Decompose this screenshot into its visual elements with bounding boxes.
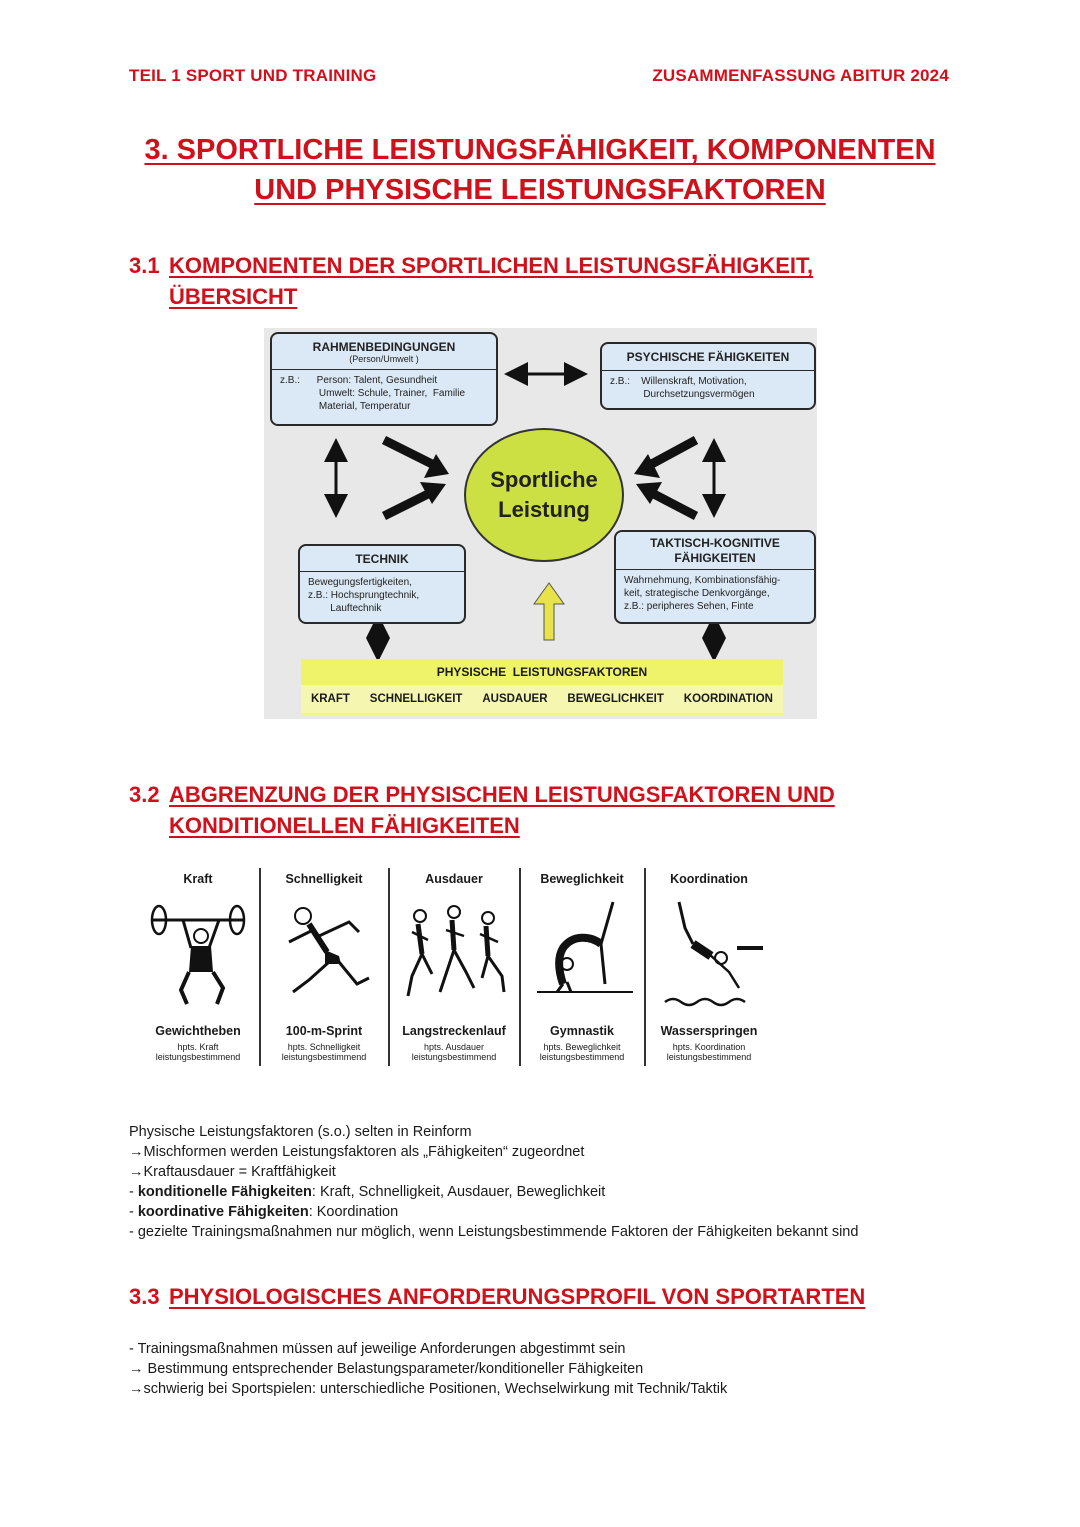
page-title-line1: 3. SPORTLICHE LEISTUNGSFÄHIGKEIT, KOMPONENTEN: [144, 134, 936, 166]
box-line: Bewegungsfertigkeiten,: [308, 577, 412, 588]
runners-icon: [394, 892, 514, 1012]
panel-desc: [138, 1042, 258, 1062]
panel-name: Wasserspringen: [660, 1024, 758, 1038]
diver-icon: [649, 892, 769, 1012]
section-title-line2: ÜBERSICHT: [169, 284, 298, 309]
box-technik: [298, 544, 466, 624]
physisch-item: SCHNELLIGKEIT: [369, 693, 463, 705]
box-title-line1: TAKTISCH-KOGNITIVE: [650, 536, 780, 550]
definition: : Koordination: [308, 1204, 399, 1220]
panel-name: Gewichtheben: [155, 1024, 241, 1038]
box-line: Wahrnehmung, Kombinationsfähig-: [624, 575, 781, 586]
panel-header: Koordination: [670, 872, 748, 886]
box-title: RAHMENBEDINGUNGEN: [312, 340, 456, 354]
box-line: z.B.: Hochsprungtechnik,: [308, 590, 420, 601]
physisch-items: [301, 685, 783, 713]
bullet: -: [129, 1184, 138, 1200]
section-number: 3.1: [129, 253, 160, 278]
text-line: → Bestimmung entsprechender Belastungsparameter/konditioneller Fähigkeiten: [129, 1361, 644, 1377]
gymnast-icon: [527, 892, 637, 1012]
panel-desc-line1: hpts. Kraft: [177, 1042, 219, 1052]
text-line-koordinativ: [129, 1202, 858, 1222]
section-3-2-text: [129, 1122, 858, 1242]
panel-header: Beweglichkeit: [540, 872, 624, 886]
text-line: →schwierig bei Sportspielen: unterschiedliche Positionen, Wechselwirkung mit Technik/Taktik: [129, 1381, 728, 1397]
center-line1: Sportliche: [490, 467, 598, 492]
box-psychische-faehigkeiten: [600, 342, 816, 410]
center-circle: [464, 428, 624, 562]
box-line: Durchsetzungsvermögen: [610, 389, 755, 400]
physisch-item: AUSDAUER: [482, 693, 548, 705]
section-title: KOMPONENTEN DER SPORTLICHEN LEISTUNGSFÄHIGKEIT,: [169, 253, 814, 278]
weightlifter-icon: [143, 892, 253, 1012]
panel-desc: [390, 1042, 518, 1062]
box-title: TECHNIK: [355, 552, 409, 566]
panel-desc-line1: hpts. Beweglichkeit: [543, 1042, 621, 1052]
panel-desc-line2: leistungsbestimmend: [281, 1052, 367, 1062]
bullet: -: [129, 1204, 138, 1220]
box-line: z.B.: peripheres Sehen, Finte: [624, 601, 754, 612]
section-title: ABGRENZUNG DER PHYSISCHEN LEISTUNGSFAKTOREN UND: [169, 782, 835, 807]
sports-panels: [138, 866, 772, 1068]
definition: : Kraft, Schnelligkeit, Ausdauer, Beweglichkeit: [311, 1184, 606, 1200]
box-subtitle: (Person/Umwelt ): [349, 354, 419, 364]
panel-header: Kraft: [183, 872, 213, 886]
physisch-item: KRAFT: [310, 693, 350, 705]
text-line: →Mischformen werden Leistungsfaktoren als „Fähigkeiten“ zugeordnet: [129, 1144, 585, 1160]
physisch-title: PHYSISCHE LEISTUNGSFAKTOREN: [301, 659, 783, 685]
header-left: TEIL 1 SPORT UND TRAINING: [129, 66, 377, 85]
term: koordinative Fähigkeiten: [137, 1204, 309, 1220]
text-line: →Kraftausdauer = Kraftfähigkeit: [129, 1164, 336, 1180]
section-3-3-text: [129, 1339, 727, 1399]
page-title: [100, 130, 980, 210]
text-line: Physische Leistungsfaktoren (s.o.) selten in Reinform: [129, 1124, 472, 1140]
text-line-konditionell: [129, 1182, 858, 1202]
panel-desc: [521, 1042, 643, 1062]
text-line: - gezielte Trainingsmaßnahmen nur möglich, wenn Leistungsbestimmende Faktoren der Fähigkeiten bekannt sind: [129, 1224, 859, 1240]
panel-desc-line2: leistungsbestimmend: [666, 1052, 752, 1062]
panel-name: Gymnastik: [550, 1024, 614, 1038]
panel-desc-line2: leistungsbestimmend: [539, 1052, 625, 1062]
section-3-1-heading: [129, 250, 813, 312]
panel-desc-line2: leistungsbestimmend: [411, 1052, 497, 1062]
section-number: 3.3: [129, 1284, 160, 1309]
panel-desc: [261, 1042, 387, 1062]
sport-panel-kraft: [138, 866, 258, 1068]
panel-desc-line1: hpts. Schnelligkeit: [287, 1042, 361, 1052]
box-line: z.B.: Willenskraft, Motivation,: [610, 376, 747, 387]
panel-desc: [646, 1042, 772, 1062]
box-taktisch-kognitive: [614, 530, 816, 624]
sprinter-icon: [269, 892, 379, 1012]
page-title-line2: UND PHYSISCHE LEISTUNGSFAKTOREN: [254, 174, 826, 206]
section-3-2-heading: [129, 779, 835, 841]
sport-panel-beweglichkeit: [521, 866, 643, 1068]
box-title: PSYCHISCHE FÄHIGKEITEN: [626, 350, 790, 364]
components-diagram: [264, 328, 817, 719]
box-line: Material, Temperatur: [280, 401, 411, 412]
physisch-item: KOORDINATION: [683, 693, 773, 705]
sport-panel-schnelligkeit: [261, 866, 387, 1068]
box-title-line2: FÄHIGKEITEN: [674, 551, 756, 565]
box-line: z.B.: Person: Talent, Gesundheit: [280, 375, 438, 386]
panel-name: 100-m-Sprint: [285, 1024, 363, 1038]
header-right: ZUSAMMENFASSUNG ABITUR 2024: [652, 66, 949, 85]
panel-header: Schnelligkeit: [285, 872, 363, 886]
term: konditionelle Fähigkeiten: [137, 1184, 312, 1200]
center-line2: Leistung: [498, 497, 590, 522]
box-physische-leistungsfaktoren: [301, 659, 783, 715]
section-number: 3.2: [129, 782, 160, 807]
section-title: PHYSIOLOGISCHES ANFORDERUNGSPROFIL VON SPORTARTEN: [169, 1284, 866, 1309]
box-rahmenbedingungen: [270, 332, 498, 426]
panel-desc-line1: hpts. Ausdauer: [423, 1042, 485, 1052]
text-line: - Trainingsmaßnahmen müssen auf jeweilige Anforderungen abgestimmt sein: [129, 1341, 626, 1357]
section-title-line2: KONDITIONELLEN FÄHIGKEITEN: [169, 813, 520, 838]
panel-desc-line1: hpts. Koordination: [672, 1042, 746, 1052]
sport-panel-koordination: [646, 866, 772, 1068]
box-line: Umwelt: Schule, Trainer, Familie: [280, 388, 466, 399]
physisch-item: BEWEGLICHKEIT: [567, 693, 664, 705]
panel-header: Ausdauer: [425, 872, 483, 886]
box-line: Lauftechnik: [308, 603, 382, 614]
section-3-3-heading: [129, 1281, 865, 1312]
panel-desc-line2: leistungsbestimmend: [155, 1052, 241, 1062]
box-line: keit, strategische Denkvorgänge,: [624, 588, 770, 599]
panel-name: Langstreckenlauf: [402, 1024, 506, 1038]
sport-panel-ausdauer: [390, 866, 518, 1068]
